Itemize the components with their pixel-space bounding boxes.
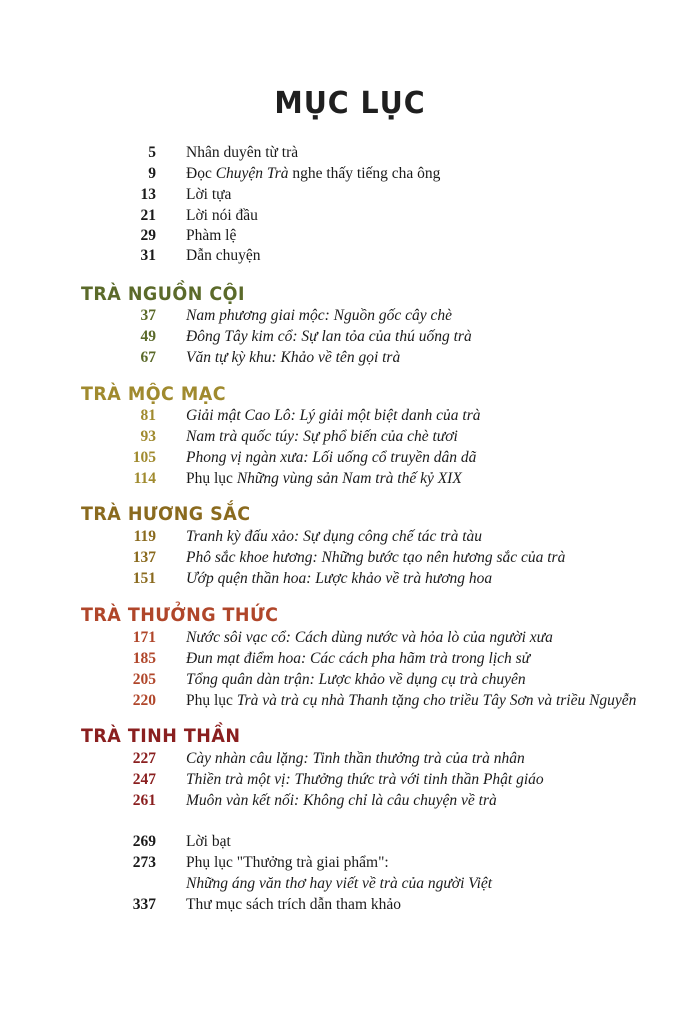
entry-title: Phụ lục "Thưởng trà giai phẩm": xyxy=(186,854,389,871)
entry-title: Nam trà quốc túy: Sự phổ biến của chè tươi xyxy=(186,428,458,445)
toc-entry xyxy=(0,526,700,547)
page-number: 185 xyxy=(132,650,156,667)
page-number: 171 xyxy=(132,629,156,646)
toc-entry xyxy=(0,326,700,347)
toc-entry xyxy=(0,790,700,811)
toc-entry-continuation xyxy=(0,873,700,894)
toc-entry xyxy=(0,225,700,246)
entry-title: Ướp quện thần hoa: Lược khảo về trà hương hoa xyxy=(186,570,493,587)
entry-title: Thiền trà một vị: Thưởng thức trà với tinh thần Phật giáo xyxy=(186,771,544,788)
page-number: 49 xyxy=(140,328,156,345)
entry-title: Những áng văn thơ hay viết về trà của người Việt xyxy=(186,875,493,892)
entry-title: Phàm lệ xyxy=(186,227,237,244)
entry-title: Phô sắc khoe hương: Những bước tạo nên hương sắc của trà xyxy=(186,549,566,566)
toc-entry xyxy=(0,405,700,426)
entry-title: Lời bạt xyxy=(186,833,231,850)
page-number: 227 xyxy=(132,750,156,767)
section-title-tra-moc-mac: TRÀ MỘC MẠC xyxy=(81,383,226,405)
entry-title: Phong vị ngàn xưa: Lối uống cổ truyền dân dã xyxy=(186,449,477,466)
page-number: 337 xyxy=(132,896,156,913)
page-number: 5 xyxy=(148,144,156,161)
page-number: 105 xyxy=(132,449,156,466)
entry-title: Dẫn chuyện xyxy=(186,247,261,264)
toc-entry xyxy=(0,669,700,690)
page-number: 273 xyxy=(132,854,156,871)
entry-title: Thư mục sách trích dẫn tham khảo xyxy=(186,896,402,913)
entry-title: Cày nhàn câu lặng: Tinh thần thưởng trà của trà nhân xyxy=(186,750,525,767)
section-title-tra-huong-sac: TRÀ HƯƠNG SẮC xyxy=(81,503,251,525)
page-number: 205 xyxy=(132,671,156,688)
toc-entry xyxy=(0,347,700,368)
entry-title: Nhân duyên từ trà xyxy=(186,144,299,161)
entry-title: Tổng quân dàn trận: Lược khảo về dụng cụ trà chuyên xyxy=(186,671,526,688)
page-number: 261 xyxy=(132,792,156,809)
page-number: 151 xyxy=(132,570,156,587)
toc-entry xyxy=(0,163,700,184)
entry-title: Đông Tây kim cổ: Sự lan tỏa của thú uống trà xyxy=(186,328,472,345)
page-number: 9 xyxy=(148,165,156,182)
toc-entry xyxy=(0,305,700,326)
entry-title: Nước sôi vạc cổ: Cách dùng nước và hỏa lò của người xưa xyxy=(186,629,553,646)
toc-entry xyxy=(0,205,700,226)
entry-title: Văn tự kỳ khu: Khảo về tên gọi trà xyxy=(186,349,401,366)
entry-title: Lời nói đầu xyxy=(186,207,258,224)
page-title: MỤC LỤC xyxy=(274,86,426,121)
toc-entry xyxy=(0,690,700,711)
toc-entry xyxy=(0,547,700,568)
toc-entry xyxy=(0,894,700,915)
entry-title: Tranh kỳ đấu xảo: Sự dụng công chế tác trà tàu xyxy=(186,528,483,545)
entry-title: Phụ lục Trà và trà cụ nhà Thanh tặng cho triều Tây Sơn và triều Nguyễn xyxy=(186,692,637,709)
section-title-tra-nguon-coi: TRÀ NGUỒN CỘI xyxy=(81,283,245,305)
entry-title: Nam phương giai mộc: Nguồn gốc cây chè xyxy=(186,307,452,324)
toc-entry xyxy=(0,648,700,669)
page-number: 93 xyxy=(140,428,156,445)
page-number: 269 xyxy=(132,833,156,850)
toc-entry xyxy=(0,748,700,769)
toc-entry xyxy=(0,627,700,648)
page-number: 119 xyxy=(133,528,156,545)
toc-entry xyxy=(0,184,700,205)
toc-entry xyxy=(0,245,700,266)
page-number: 31 xyxy=(140,247,156,264)
page-number: 81 xyxy=(140,407,156,424)
page-number: 114 xyxy=(133,470,156,487)
toc-entry xyxy=(0,142,700,163)
page-number: 67 xyxy=(140,349,156,366)
page-number: 13 xyxy=(140,186,156,203)
entry-title: Lời tựa xyxy=(186,186,232,203)
entry-title: Muôn vàn kết nối: Không chỉ là câu chuyện về trà xyxy=(186,792,497,809)
page-number: 37 xyxy=(140,307,156,324)
page-number: 29 xyxy=(140,227,156,244)
page-number: 21 xyxy=(140,207,156,224)
toc-entry xyxy=(0,852,700,873)
page-number: 220 xyxy=(132,692,156,709)
entry-title: Đun mạt điểm hoa: Các cách pha hãm trà trong lịch sử xyxy=(186,650,531,667)
toc-entry xyxy=(0,447,700,468)
section-title-tra-thuong-thuc: TRÀ THƯỞNG THỨC xyxy=(81,604,279,626)
toc-entry xyxy=(0,568,700,589)
page-number: 137 xyxy=(132,549,156,566)
entry-title: Đọc Chuyện Trà nghe thấy tiếng cha ông xyxy=(186,165,441,182)
toc-entry xyxy=(0,831,700,852)
toc-entry xyxy=(0,769,700,790)
page-number: 247 xyxy=(132,771,156,788)
toc-entry xyxy=(0,426,700,447)
section-title-tra-tinh-than: TRÀ TINH THẦN xyxy=(81,725,241,747)
toc-entry xyxy=(0,468,700,489)
entry-title: Giải mật Cao Lô: Lý giải một biệt danh của trà xyxy=(186,407,481,424)
entry-title: Phụ lục Những vùng sản Nam trà thế kỷ XIX xyxy=(186,470,462,487)
